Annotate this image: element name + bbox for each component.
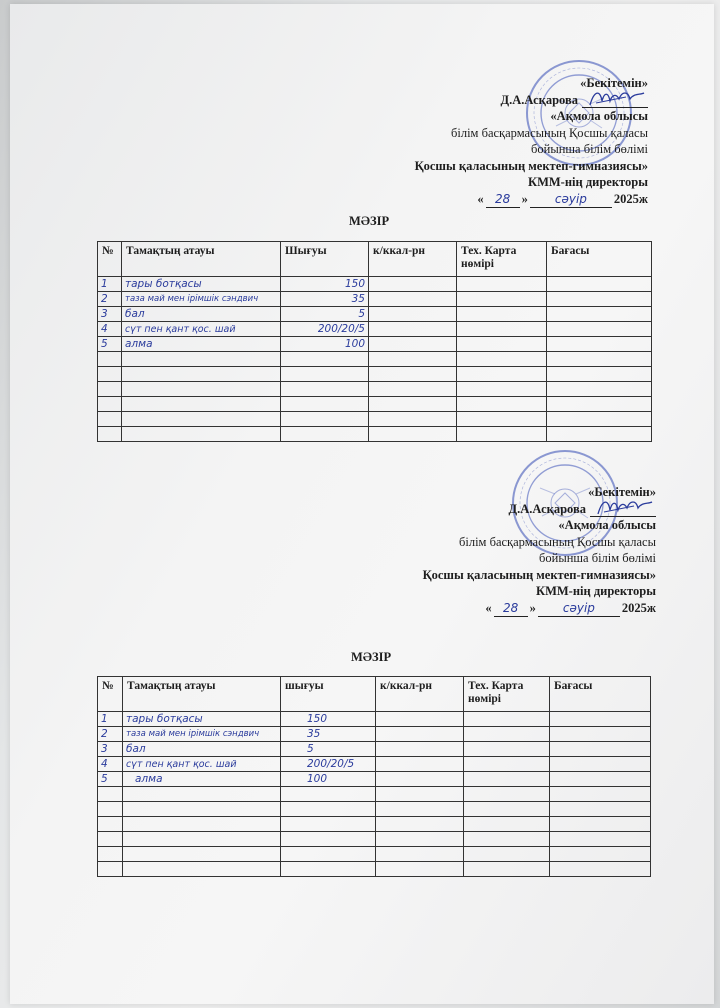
col-header-dish: Тамақтың атауы [123,677,281,712]
cell [464,802,550,817]
cell [281,802,376,817]
cell [464,772,550,787]
dish-name: алма [123,772,281,787]
org-line-2: білім басқармасының Қосшы қаласы [451,125,648,140]
signature-line [582,107,648,108]
dish-name: сүт пен қант қос. шай [123,757,281,772]
approval-date: « 28 » сәуір 2025ж [415,191,648,209]
table-row [98,397,652,412]
cell [457,277,547,292]
cell [547,292,652,307]
cell [376,862,464,877]
cell [369,307,457,322]
cell [98,397,122,412]
cell [464,862,550,877]
cell [281,382,369,397]
cell [547,427,652,442]
col-header-output: шығуы [281,677,376,712]
row-number: 4 [98,322,122,337]
table-row [98,742,651,757]
date-year: 2025ж [613,191,648,206]
cell [464,712,550,727]
table-row [98,862,651,877]
row-number: 5 [98,337,122,352]
cell [369,292,457,307]
dish-name: тары ботқасы [122,277,281,292]
table-row [98,322,652,337]
cell [369,412,457,427]
dish-output: 150 [281,712,376,727]
cell [547,412,652,427]
dish-name: таза май мен ірімшік сэндвич [122,292,281,307]
cell [98,367,122,382]
menu-title: МӘЗІР [351,650,392,664]
col-header-kcal: к/ккал-рн [369,242,457,277]
cell [457,352,547,367]
table-header-row [98,242,652,277]
table-row [98,832,651,847]
cell [98,832,123,847]
cell [369,337,457,352]
row-number: 2 [98,292,122,307]
table-row [98,277,652,292]
cell [464,787,550,802]
date-month: сәуір [530,191,612,209]
cell [457,412,547,427]
cell [123,862,281,877]
table-row [98,412,652,427]
cell [547,277,652,292]
table-row [98,727,651,742]
table-row [98,427,652,442]
cell [464,817,550,832]
cell [457,367,547,382]
date-month: сәуір [538,600,620,618]
cell [122,397,281,412]
table-row [98,382,652,397]
col-header-kcal: к/ккал-рн [376,677,464,712]
cell [122,352,281,367]
cell [547,382,652,397]
cell [457,322,547,337]
cell [123,817,281,832]
approver-name: Д.А.Асқарова [508,501,586,516]
table-row [98,817,651,832]
org-line-2: білім басқармасының Қосшы қаласы [459,534,656,549]
cell [369,322,457,337]
cell [98,382,122,397]
cell [547,337,652,352]
cell [98,787,123,802]
col-header-output: Шығуы [281,242,369,277]
cell [550,817,651,832]
cell [122,382,281,397]
row-number: 1 [98,712,123,727]
row-number: 3 [98,307,122,322]
col-header-number: № [98,677,123,712]
signature-icon [594,496,656,518]
table-row [98,712,651,727]
cell [550,772,651,787]
menu-table [97,241,652,442]
cell [464,847,550,862]
row-number: 2 [98,727,123,742]
dish-output: 5 [281,742,376,757]
cell [98,352,122,367]
dish-output: 100 [281,337,369,352]
approver-line [415,92,648,109]
org-line-5: КММ-нің директоры [528,175,648,189]
menu-title: МӘЗІР [349,214,390,228]
cell [550,742,651,757]
signature-icon [586,87,648,109]
table-row [98,757,651,772]
table-row [98,367,652,382]
table-row [98,337,652,352]
cell [369,382,457,397]
cell [122,427,281,442]
cell [281,832,376,847]
row-number: 5 [98,772,123,787]
col-header-price: Бағасы [550,677,651,712]
cell [550,757,651,772]
cell [376,727,464,742]
approval-title: «Бекітемін» [588,485,656,499]
cell [376,742,464,757]
signature-line [590,516,656,517]
col-header-tech-card: Тех. Карта нөмірі [457,242,547,277]
cell [98,847,123,862]
col-header-dish: Тамақтың атауы [122,242,281,277]
approval-block [423,484,656,617]
cell [369,397,457,412]
cell [98,862,123,877]
approval-block [415,75,648,208]
cell [550,727,651,742]
cell [547,397,652,412]
cell [281,427,369,442]
table-row [98,787,651,802]
org-line-3: бойынша білім бөлімі [539,551,656,565]
cell [457,397,547,412]
cell [369,427,457,442]
cell [376,787,464,802]
org-line-5: КММ-нің директоры [536,584,656,598]
cell [123,847,281,862]
table-row [98,772,651,787]
cell [281,367,369,382]
table-row [98,352,652,367]
cell [550,832,651,847]
cell [376,712,464,727]
cell [457,427,547,442]
menu-table [97,676,651,877]
cell [281,847,376,862]
cell [464,742,550,757]
cell [281,352,369,367]
cell [464,757,550,772]
table-row [98,307,652,322]
dish-name: бал [122,307,281,322]
cell [281,817,376,832]
org-line-1: «Ақмола облысы [558,518,656,532]
col-header-price: Бағасы [547,242,652,277]
row-number: 1 [98,277,122,292]
org-line-4: Қосшы қаласының мектеп-гимназиясы» [414,158,648,173]
approver-line [423,501,656,518]
cell [457,337,547,352]
approver-name: Д.А.Асқарова [500,92,578,107]
cell [376,832,464,847]
cell [376,817,464,832]
org-line-3: бойынша білім бөлімі [531,142,648,156]
dish-output: 200/20/5 [281,757,376,772]
cell [547,352,652,367]
dish-name: алма [122,337,281,352]
cell [369,367,457,382]
cell [550,847,651,862]
cell [457,292,547,307]
dish-output: 200/20/5 [281,322,369,337]
cell [98,412,122,427]
row-number: 4 [98,757,123,772]
dish-name: бал [123,742,281,757]
cell [123,832,281,847]
cell [550,712,651,727]
cell [122,412,281,427]
cell [98,802,123,817]
dish-output: 35 [281,727,376,742]
cell [376,847,464,862]
table-row [98,292,652,307]
date-day: 28 [486,191,520,209]
table-header-row [98,677,651,712]
cell [98,817,123,832]
approval-title: «Бекітемін» [580,76,648,90]
cell [464,832,550,847]
cell [547,322,652,337]
dish-output: 5 [281,307,369,322]
cell [122,367,281,382]
col-header-tech-card: Тех. Карта нөмірі [464,677,550,712]
cell [123,802,281,817]
cell [369,352,457,367]
cell [550,787,651,802]
col-header-number: № [98,242,122,277]
cell [464,727,550,742]
row-number: 3 [98,742,123,757]
cell [550,862,651,877]
cell [457,307,547,322]
table-row [98,847,651,862]
cell [281,412,369,427]
dish-output: 100 [281,772,376,787]
date-day: 28 [494,600,528,618]
cell [376,802,464,817]
org-line-1: «Ақмола облысы [550,109,648,123]
cell [281,397,369,412]
cell [550,802,651,817]
cell [376,772,464,787]
dish-name: таза май мен ірімшік сэндвич [123,727,281,742]
org-line-4: Қосшы қаласының мектеп-гимназиясы» [422,567,656,582]
cell [281,862,376,877]
cell [123,787,281,802]
cell [547,367,652,382]
cell [376,757,464,772]
cell [457,382,547,397]
date-year: 2025ж [621,600,656,615]
cell [369,277,457,292]
cell [281,787,376,802]
dish-output: 35 [281,292,369,307]
approval-date: « 28 » сәуір 2025ж [423,600,656,618]
table-row [98,802,651,817]
cell [547,307,652,322]
cell [98,427,122,442]
dish-output: 150 [281,277,369,292]
dish-name: тары ботқасы [123,712,281,727]
dish-name: сүт пен қант қос. шай [122,322,281,337]
